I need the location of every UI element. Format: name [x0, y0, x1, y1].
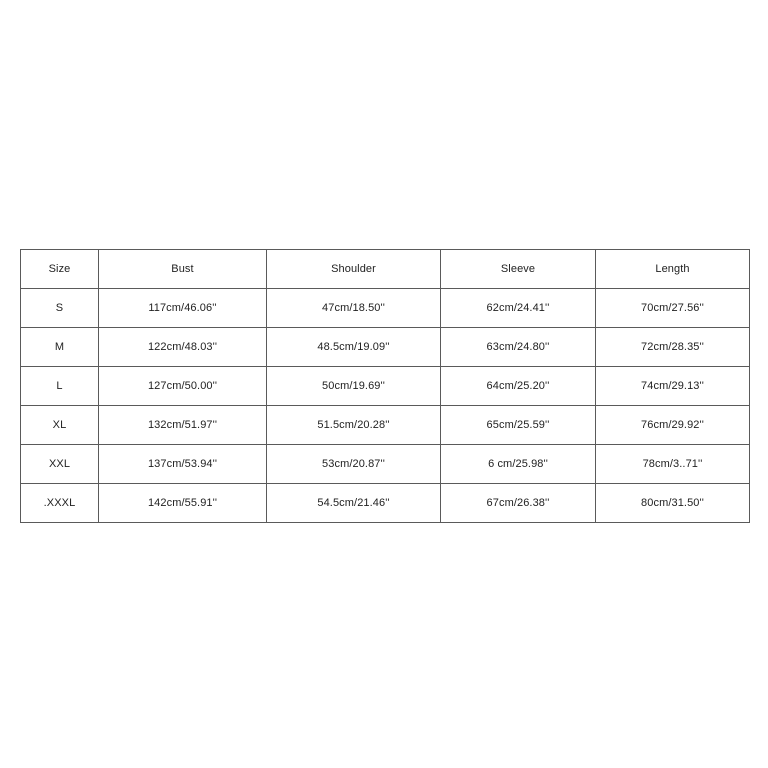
cell-bust: 117cm/46.06''	[99, 289, 267, 328]
table-row	[21, 289, 750, 328]
cell-sleeve: 67cm/26.38''	[441, 484, 596, 523]
cell-shoulder: 47cm/18.50''	[267, 289, 441, 328]
cell-length: 72cm/28.35''	[596, 328, 750, 367]
cell-sleeve: 65cm/25.59''	[441, 406, 596, 445]
header-shoulder: Shoulder	[267, 250, 441, 289]
cell-length: 80cm/31.50''	[596, 484, 750, 523]
table-header-row	[21, 250, 750, 289]
cell-length: 78cm/3..71''	[596, 445, 750, 484]
cell-size: L	[21, 367, 99, 406]
header-bust: Bust	[99, 250, 267, 289]
header-length: Length	[596, 250, 750, 289]
cell-sleeve: 62cm/24.41''	[441, 289, 596, 328]
cell-bust: 122cm/48.03''	[99, 328, 267, 367]
cell-shoulder: 50cm/19.69''	[267, 367, 441, 406]
cell-length: 76cm/29.92''	[596, 406, 750, 445]
cell-length: 70cm/27.56''	[596, 289, 750, 328]
cell-size: S	[21, 289, 99, 328]
header-size: Size	[21, 250, 99, 289]
table-row	[21, 406, 750, 445]
table-row	[21, 484, 750, 523]
table-row	[21, 367, 750, 406]
table-row	[21, 328, 750, 367]
cell-sleeve: 63cm/24.80''	[441, 328, 596, 367]
size-chart-table	[20, 249, 750, 523]
cell-size: XXL	[21, 445, 99, 484]
table-row	[21, 445, 750, 484]
cell-size: XL	[21, 406, 99, 445]
cell-size: M	[21, 328, 99, 367]
cell-size: .XXXL	[21, 484, 99, 523]
cell-shoulder: 51.5cm/20.28''	[267, 406, 441, 445]
cell-shoulder: 54.5cm/21.46''	[267, 484, 441, 523]
cell-bust: 132cm/51.97''	[99, 406, 267, 445]
header-sleeve: Sleeve	[441, 250, 596, 289]
cell-bust: 127cm/50.00''	[99, 367, 267, 406]
cell-sleeve: 6 cm/25.98''	[441, 445, 596, 484]
cell-shoulder: 53cm/20.87''	[267, 445, 441, 484]
cell-shoulder: 48.5cm/19.09''	[267, 328, 441, 367]
cell-bust: 142cm/55.91''	[99, 484, 267, 523]
cell-length: 74cm/29.13''	[596, 367, 750, 406]
cell-sleeve: 64cm/25.20''	[441, 367, 596, 406]
cell-bust: 137cm/53.94''	[99, 445, 267, 484]
